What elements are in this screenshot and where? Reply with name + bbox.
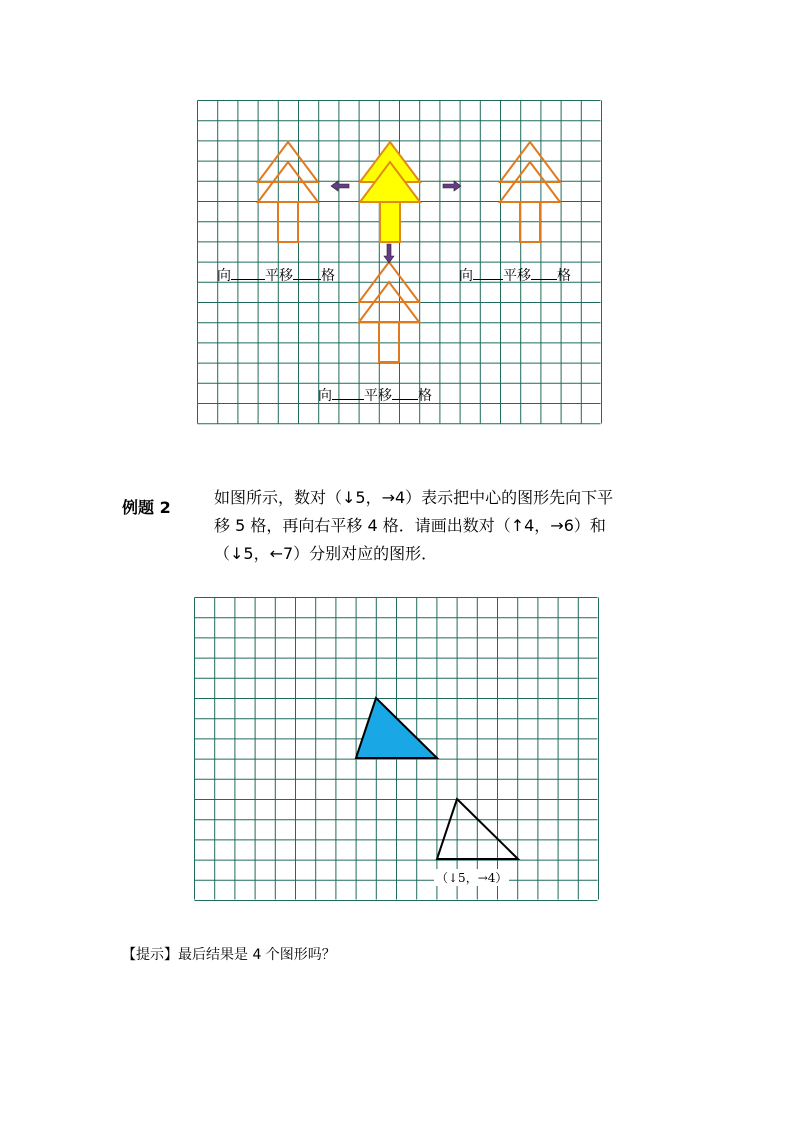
- label-bottom-direction: 向 平移 格: [318, 388, 432, 404]
- tree-right: [500, 142, 560, 242]
- figure-2-grid: [194, 597, 599, 901]
- arrow-left-icon: [331, 181, 349, 191]
- pair-label: （↓5，→4）: [436, 871, 508, 885]
- tree-bottom: [359, 262, 419, 362]
- arrow-down-icon: [384, 244, 394, 263]
- hint-text: 【提示】最后结果是 4 个图形吗？: [122, 947, 336, 963]
- arrow-right-icon: [443, 181, 461, 191]
- label-right-direction: 向 平移 格: [459, 268, 571, 284]
- example-text: [214, 484, 694, 568]
- example-text-line-1: 如图所示，数对（↓5，→4）表示把中心的图形先向下平: [214, 488, 614, 507]
- tree-left: [258, 142, 318, 242]
- figure-1: [197, 100, 602, 425]
- tree-center: [360, 142, 420, 242]
- example-text-line-3: （↓5，←7）分别对应的图形．: [214, 544, 438, 563]
- label-left-direction: 向 平移 格: [217, 268, 335, 284]
- figure-1-grid: [197, 100, 602, 425]
- example-text-line-2: 移 5 格，再向右平移 4 格．请画出数对（↑4，→6）和: [214, 516, 606, 535]
- figure-2: [194, 597, 599, 901]
- example-label: 例题 2: [122, 498, 171, 517]
